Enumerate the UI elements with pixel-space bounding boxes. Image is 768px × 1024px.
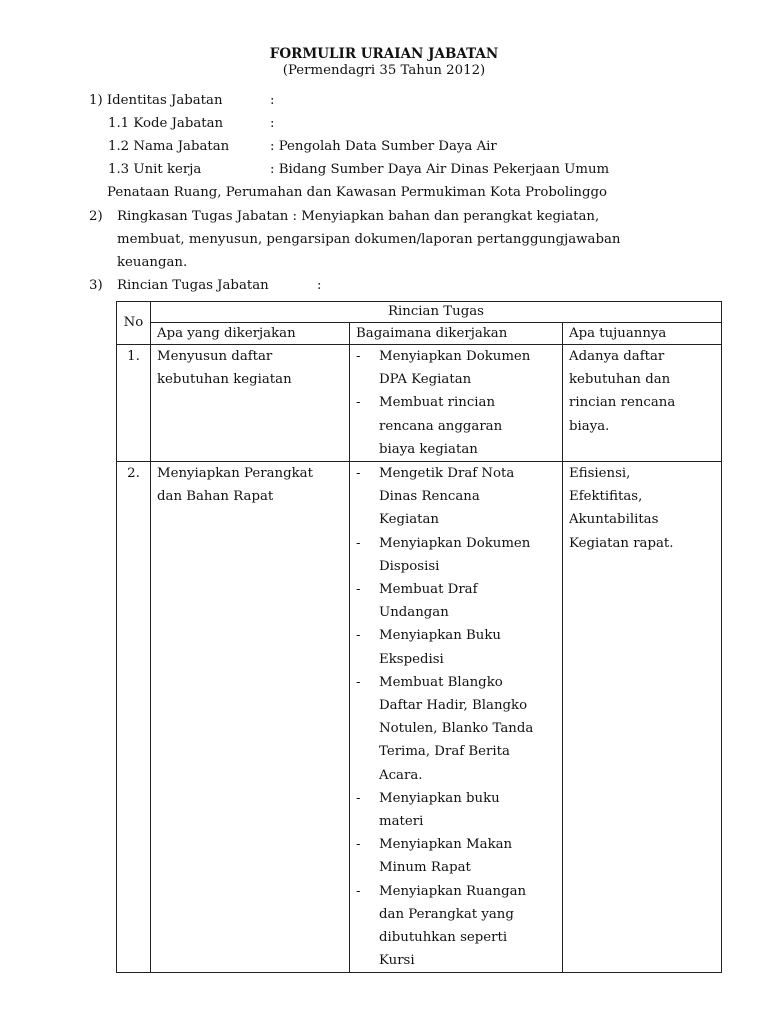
why-line: kebutuhan dan (569, 372, 671, 388)
why-line: rincian rencana (569, 395, 676, 411)
step-item (356, 345, 562, 391)
step-item (356, 532, 562, 578)
step-line: Acara. (379, 767, 423, 783)
header-how: Bagaimana dikerjakan (350, 323, 563, 345)
what-line: Menyiapkan Perangkat (157, 466, 313, 482)
steps-list (356, 345, 562, 461)
step-line: Minum Rapat (379, 860, 471, 876)
step-line: Disposisi (379, 558, 440, 574)
step-line: Notulen, Blanko Tanda (379, 721, 534, 737)
step-line: rencana anggaran (379, 418, 503, 434)
header-what: Apa yang dikerjakan (151, 323, 350, 345)
step-item (356, 624, 562, 670)
steps-list (356, 462, 562, 972)
kode-jabatan-label: 1.1 Kode Jabatan (108, 116, 224, 131)
step-line: - Membuat Draf (379, 582, 478, 598)
document-subtitle: (Permendagri 35 Tahun 2012) (282, 63, 486, 78)
rincian-tugas-table (116, 301, 722, 973)
row-why (563, 462, 722, 973)
step-line: Kursi (379, 953, 415, 969)
what-line: dan Bahan Rapat (157, 489, 274, 505)
step-line: - Menyiapkan Buku (379, 628, 501, 644)
section3-colon: : (317, 278, 322, 293)
step-line: dan Perangkat yang (379, 906, 514, 922)
step-line: dibutuhkan seperti (379, 930, 508, 946)
step-item (356, 671, 562, 787)
step-line: - Menyiapkan buku (379, 790, 500, 806)
step-line: biaya kegiatan (379, 441, 478, 457)
table-row (117, 462, 722, 973)
ringkasan-line-2: membuat, menyusun, pengarsipan dokumen/laporan pertanggungjawaban (117, 232, 621, 247)
step-line: - Mengetik Draf Nota (379, 466, 515, 482)
step-line: - Menyiapkan Dokumen (379, 349, 531, 364)
step-line: - Menyiapkan Dokumen (379, 535, 531, 551)
unit-kerja-value: : Bidang Sumber Daya Air Dinas Pekerjaan Umum (270, 162, 610, 177)
ringkasan-line-1: Ringkasan Tugas Jabatan : Menyiapkan bahan dan perangkat kegiatan, (117, 209, 600, 224)
header-rincian-tugas: Rincian Tugas (151, 302, 722, 323)
step-item (356, 833, 562, 879)
section3-label: Rincian Tugas Jabatan (117, 278, 269, 293)
nama-jabatan-value: : Pengolah Data Sumber Daya Air (270, 139, 497, 154)
row-number: 1. (117, 345, 151, 462)
step-line: Kegiatan (379, 512, 439, 528)
table-row (117, 345, 722, 462)
row-why (563, 345, 722, 462)
step-line: Undangan (379, 605, 449, 621)
step-line: materi (379, 814, 424, 830)
ringkasan-line-3: keuangan. (117, 255, 188, 270)
step-item (356, 462, 562, 532)
step-item (356, 391, 562, 461)
why-line: biaya. (569, 418, 610, 434)
step-item (356, 578, 562, 624)
step-item (356, 787, 562, 833)
section3-number: 3) (89, 278, 103, 293)
step-line: - Membuat rincian (379, 395, 496, 411)
section1-colon: : (270, 93, 275, 108)
section1-heading: 1) Identitas Jabatan (89, 93, 223, 108)
what-line: Menyusun daftar (157, 349, 273, 364)
why-line: Akuntabilitas (569, 512, 659, 528)
step-line: - Menyiapkan Ruangan (379, 883, 527, 899)
row-what (151, 462, 350, 973)
why-line: Adanya daftar (569, 349, 665, 364)
row-how (350, 345, 563, 462)
why-line: Efektifitas, (569, 489, 643, 505)
nama-jabatan-label: 1.2 Nama Jabatan (108, 139, 230, 154)
header-why: Apa tujuannya (563, 323, 722, 345)
table-body (117, 345, 722, 973)
step-line: DPA Kegiatan (379, 372, 472, 388)
why-line: Kegiatan rapat. (569, 535, 674, 551)
why-line: Efisiensi, (569, 466, 631, 482)
step-line: Terima, Draf Berita (379, 744, 510, 760)
step-line: Dinas Rencana (379, 489, 480, 505)
row-how (350, 462, 563, 973)
what-line: kebutuhan kegiatan (157, 372, 292, 388)
step-line: Ekspedisi (379, 651, 444, 667)
unit-kerja-continuation: Penataan Ruang, Perumahan dan Kawasan Permukiman Kota Probolinggo (107, 185, 608, 200)
step-line: - Menyiapkan Makan (379, 837, 513, 853)
row-what (151, 345, 350, 462)
section2-number: 2) (89, 209, 103, 224)
table-subheader-row (117, 323, 722, 345)
table-header-row (117, 302, 722, 323)
step-item (356, 880, 562, 973)
kode-jabatan-value: : (270, 116, 275, 131)
step-line: - Membuat Blangko (379, 674, 503, 690)
document-title: FORMULIR URAIAN JABATAN (269, 46, 499, 62)
row-number: 2. (117, 462, 151, 973)
step-line: Daftar Hadir, Blangko (379, 698, 528, 714)
header-no: No (117, 302, 151, 345)
unit-kerja-label: 1.3 Unit kerja (108, 162, 202, 177)
